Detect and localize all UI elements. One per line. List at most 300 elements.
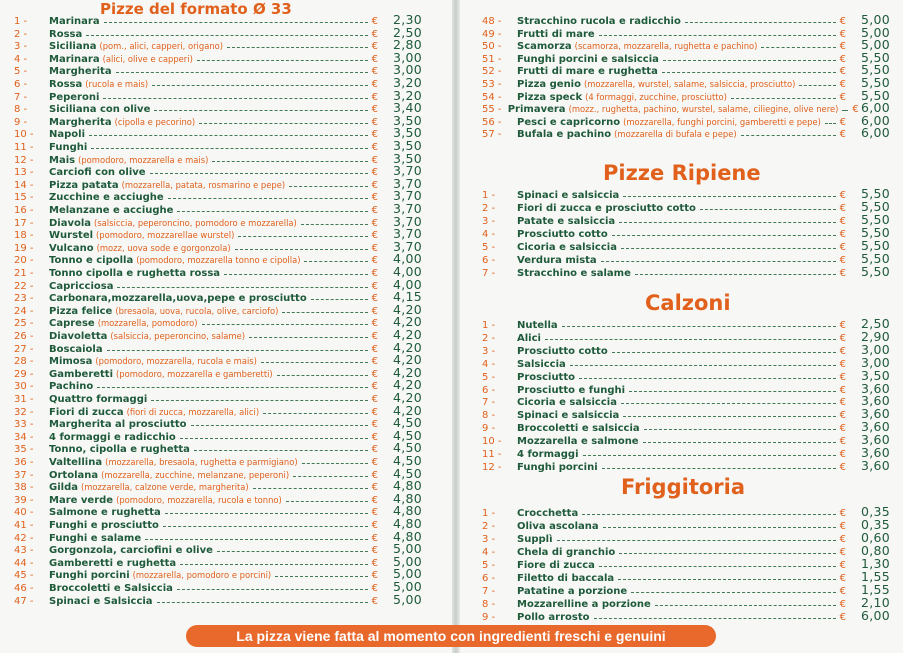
leader-dots bbox=[594, 618, 836, 619]
euro-sign: € bbox=[839, 203, 846, 214]
item-ingredients: (pomodoro, mozzarella, rucola e tonno) bbox=[116, 494, 282, 505]
item-price: 3,00 bbox=[392, 62, 422, 78]
item-ingredients: (cipolla e pecorino) bbox=[114, 116, 196, 127]
euro-sign: € bbox=[839, 53, 846, 65]
menu-item bbox=[14, 253, 422, 265]
euro-sign: € bbox=[371, 293, 378, 305]
leader-dots bbox=[583, 455, 836, 456]
menu-item bbox=[482, 395, 890, 407]
item-price: 5,50 bbox=[860, 62, 890, 78]
item-name: Spinaci e salsiccia bbox=[517, 190, 620, 201]
item-name: Carbonara,mozzarella,uova,pepe e prosciutto bbox=[49, 293, 307, 305]
item-name: Filetto di baccala bbox=[517, 573, 615, 584]
leader-dots bbox=[165, 513, 368, 514]
item-ingredients: (pomodoro, mozzarella, rucola e mais) bbox=[95, 356, 257, 367]
item-number: 39 - bbox=[14, 494, 34, 506]
leader-dots bbox=[180, 438, 368, 439]
item-price: 0,60 bbox=[860, 530, 890, 545]
euro-sign: € bbox=[371, 154, 378, 166]
item-name: Melanzane e acciughe bbox=[49, 205, 174, 216]
leader-dots bbox=[731, 98, 836, 99]
item-price: 5,00 bbox=[392, 579, 422, 594]
euro-sign: € bbox=[839, 91, 846, 103]
item-ingredients: (mozzarella, funghi porcini, gamberetti e pepe) bbox=[623, 116, 821, 127]
item-ingredients: (mozzarella, pomodoro) bbox=[97, 318, 198, 329]
euro-sign: € bbox=[839, 423, 846, 435]
euro-sign: € bbox=[839, 547, 846, 558]
item-number: 38 - bbox=[14, 482, 34, 494]
leader-dots bbox=[199, 123, 367, 124]
item-ingredients: (pomodoro, mozzarellae wurstel) bbox=[96, 230, 235, 241]
menu-item bbox=[482, 558, 890, 570]
menu-item bbox=[482, 367, 890, 383]
leader-dots bbox=[180, 564, 367, 565]
item-ingredients: (mozzarella, patata, rosmarino e pepe) bbox=[121, 179, 286, 190]
item-price: 6,00 bbox=[860, 112, 890, 128]
item-number: 3 - bbox=[482, 216, 496, 227]
euro-sign: € bbox=[371, 268, 378, 279]
item-number: 4 - bbox=[482, 547, 496, 558]
item-name: Tonno, cipolla e rughetta bbox=[49, 444, 190, 456]
euro-sign: € bbox=[839, 332, 846, 344]
item-number: 5 - bbox=[482, 371, 496, 383]
menu-item bbox=[14, 442, 422, 454]
item-number: 4 - bbox=[482, 229, 496, 240]
item-price: 4,50 bbox=[392, 415, 422, 431]
leader-dots bbox=[191, 425, 368, 426]
euro-sign: € bbox=[371, 494, 378, 506]
item-number: 8 - bbox=[482, 599, 496, 610]
menu-item bbox=[14, 64, 422, 76]
item-number: 55 - bbox=[482, 104, 502, 116]
item-name: Primavera bbox=[507, 104, 566, 116]
euro-sign: € bbox=[839, 599, 846, 610]
item-price: 5,50 bbox=[860, 264, 890, 279]
menu-item bbox=[482, 545, 890, 557]
menu-item bbox=[482, 380, 890, 396]
item-name: Prosciutto bbox=[517, 371, 575, 383]
item-number: 5 - bbox=[482, 242, 496, 253]
item-name: Funghi e salame bbox=[49, 532, 142, 544]
item-name: Siciliana bbox=[49, 41, 97, 53]
item-name: Marinara bbox=[49, 53, 100, 65]
item-number: 8 - bbox=[14, 104, 28, 116]
item-number: 29 - bbox=[14, 368, 34, 380]
menu-item bbox=[482, 102, 890, 114]
item-price: 6,00 bbox=[860, 125, 890, 141]
menu-item bbox=[14, 102, 422, 114]
item-number: 40 - bbox=[14, 507, 34, 519]
item-number: 5 - bbox=[482, 560, 496, 571]
euro-sign: € bbox=[839, 255, 846, 266]
leader-dots bbox=[253, 488, 368, 489]
leader-dots bbox=[629, 391, 836, 392]
item-name: Funghi porcini e salsiccia bbox=[517, 53, 659, 65]
menu-item bbox=[14, 24, 422, 40]
item-price: 3,20 bbox=[392, 87, 422, 103]
item-price: 5,50 bbox=[860, 238, 890, 253]
item-number: 18 - bbox=[14, 230, 34, 242]
item-price: 1,55 bbox=[860, 582, 890, 597]
item-price: 5,50 bbox=[860, 212, 890, 227]
leader-dots bbox=[286, 501, 368, 502]
leader-dots bbox=[311, 299, 368, 300]
euro-sign: € bbox=[839, 358, 846, 370]
item-name: Crocchetta bbox=[517, 508, 579, 519]
leader-dots bbox=[145, 539, 368, 540]
leader-dots bbox=[177, 211, 367, 212]
leader-dots bbox=[570, 365, 836, 366]
item-name: Ortolana bbox=[49, 469, 99, 481]
item-name: Boscaiola bbox=[49, 343, 103, 355]
item-name: Gamberetti bbox=[49, 368, 114, 380]
item-price: 3,60 bbox=[860, 457, 890, 473]
leader-dots bbox=[293, 476, 368, 477]
leader-dots bbox=[599, 566, 836, 567]
menu-item bbox=[14, 77, 422, 89]
item-name: Gilda bbox=[49, 482, 78, 494]
item-price: 4,20 bbox=[392, 314, 422, 330]
item-number: 1 - bbox=[482, 508, 496, 519]
menu-item bbox=[14, 581, 422, 593]
leader-dots bbox=[302, 463, 368, 464]
item-name: Fiori di zucca bbox=[49, 406, 124, 418]
item-price: 0,35 bbox=[860, 517, 890, 532]
menu-item bbox=[482, 457, 890, 473]
leader-dots bbox=[86, 35, 367, 36]
page-fold bbox=[452, 0, 460, 653]
euro-sign: € bbox=[371, 520, 378, 531]
euro-sign: € bbox=[371, 305, 378, 317]
item-name: Patatine a porzione bbox=[517, 586, 628, 597]
euro-sign: € bbox=[371, 179, 378, 191]
leader-dots bbox=[618, 579, 835, 580]
euro-sign: € bbox=[839, 534, 846, 545]
item-name: Chela di granchio bbox=[517, 547, 616, 558]
leader-dots bbox=[249, 337, 368, 338]
euro-sign: € bbox=[839, 345, 846, 357]
item-name: Funghi bbox=[49, 142, 88, 153]
menu-item bbox=[14, 354, 422, 366]
item-price: 3,70 bbox=[392, 175, 422, 191]
item-price: 4,20 bbox=[392, 402, 422, 418]
menu-item bbox=[14, 518, 422, 530]
euro-sign: € bbox=[371, 230, 378, 242]
leader-dots bbox=[289, 186, 368, 187]
item-price: 4,00 bbox=[392, 251, 422, 267]
menu-item bbox=[14, 127, 422, 139]
euro-sign: € bbox=[839, 229, 846, 240]
item-number: 53 - bbox=[482, 79, 502, 90]
item-ingredients: (mozzarella, bresaola, rughetta e parmigiano) bbox=[105, 457, 298, 467]
menu-item bbox=[14, 14, 422, 26]
item-number: 43 - bbox=[14, 545, 34, 557]
leader-dots bbox=[825, 123, 836, 124]
item-price: 5,00 bbox=[392, 591, 422, 607]
item-ingredients: (mozzarella, pomodoro e porcini) bbox=[132, 570, 272, 581]
leader-dots bbox=[103, 98, 367, 99]
euro-sign: € bbox=[839, 461, 846, 473]
item-number: 35 - bbox=[14, 444, 34, 456]
item-price: 0,35 bbox=[860, 504, 890, 519]
menu-item bbox=[14, 165, 422, 177]
item-price: 2,80 bbox=[392, 37, 422, 53]
item-name: Verdura mista bbox=[517, 255, 597, 266]
item-price: 4,20 bbox=[392, 352, 422, 368]
menu-item bbox=[14, 175, 422, 191]
euro-sign: € bbox=[839, 449, 846, 460]
leader-dots bbox=[685, 22, 836, 23]
item-name: Margherita al prosciutto bbox=[49, 419, 187, 431]
item-price: 4,50 bbox=[392, 465, 422, 481]
item-price: 5,50 bbox=[860, 87, 890, 103]
euro-sign: € bbox=[839, 242, 846, 253]
item-price: 3,60 bbox=[860, 406, 890, 422]
menu-item bbox=[14, 402, 422, 418]
euro-sign: € bbox=[839, 397, 846, 409]
item-price: 5,00 bbox=[392, 566, 422, 582]
item-number: 52 - bbox=[482, 66, 502, 78]
item-price: 4,20 bbox=[392, 364, 422, 380]
item-name: Tonno cipolla e rughetta rossa bbox=[49, 268, 221, 279]
leader-dots bbox=[117, 287, 367, 288]
item-price: 4,80 bbox=[392, 490, 422, 506]
euro-sign: € bbox=[371, 431, 378, 443]
leader-dots bbox=[562, 326, 836, 327]
euro-sign: € bbox=[371, 343, 378, 355]
menu-item bbox=[14, 291, 422, 303]
leader-dots bbox=[97, 387, 367, 388]
menu-item bbox=[482, 584, 890, 596]
leader-dots bbox=[612, 235, 836, 236]
item-name: Prosciutto e funghi bbox=[517, 384, 626, 396]
item-price: 4,80 bbox=[392, 528, 422, 544]
euro-sign: € bbox=[371, 129, 378, 141]
euro-sign: € bbox=[371, 331, 378, 342]
item-number: 22 - bbox=[14, 280, 34, 292]
item-name: Supplì bbox=[517, 534, 553, 545]
menu-item bbox=[14, 112, 422, 128]
menu-item bbox=[482, 318, 890, 330]
item-number: 2 - bbox=[482, 521, 496, 532]
item-name: Pizza patata bbox=[49, 179, 119, 191]
item-number: 3 - bbox=[482, 345, 496, 357]
item-number: 3 - bbox=[482, 534, 496, 545]
item-number: 27 - bbox=[14, 343, 34, 355]
euro-sign: € bbox=[371, 394, 378, 405]
leader-dots bbox=[623, 196, 835, 197]
menu-item bbox=[482, 571, 890, 583]
leader-dots bbox=[282, 312, 367, 313]
euro-sign: € bbox=[371, 457, 378, 468]
item-number: 7 - bbox=[482, 268, 496, 279]
item-number: 56 - bbox=[482, 116, 502, 128]
section-title-pizze: Pizze del formato Ø 33 bbox=[100, 0, 292, 18]
item-name: Mais bbox=[49, 154, 76, 166]
leader-dots bbox=[157, 602, 368, 603]
euro-sign: € bbox=[839, 28, 846, 40]
euro-sign: € bbox=[839, 66, 846, 78]
item-name: Salsiccia bbox=[517, 358, 566, 370]
menu-item bbox=[14, 591, 422, 607]
item-price: 6,00 bbox=[860, 608, 890, 623]
item-number: 2 - bbox=[482, 332, 496, 344]
euro-sign: € bbox=[371, 381, 378, 393]
item-price: 6,00 bbox=[860, 100, 890, 116]
leader-dots bbox=[163, 526, 368, 527]
menu-item bbox=[14, 417, 422, 429]
menu-item bbox=[482, 127, 890, 139]
item-number: 36 - bbox=[14, 457, 34, 468]
item-ingredients: (mozz, uova sode e gorgonzola) bbox=[96, 242, 231, 253]
item-name: Frutti di mare bbox=[517, 28, 595, 40]
item-name: Bufala e pachino bbox=[517, 129, 612, 141]
item-name: Fiori di zucca e prosciutto cotto bbox=[517, 203, 696, 214]
item-name: Peperoni bbox=[49, 91, 100, 103]
menu-item bbox=[482, 77, 890, 89]
item-price: 5,00 bbox=[392, 541, 422, 557]
euro-sign: € bbox=[839, 521, 846, 532]
item-name: Marinara bbox=[49, 16, 100, 27]
menu-item bbox=[14, 190, 422, 202]
item-price: 3,70 bbox=[392, 238, 422, 254]
item-ingredients: (pomodoro, mozzarella e mais) bbox=[78, 154, 209, 165]
item-name: Diavoletta bbox=[49, 331, 108, 342]
leader-dots bbox=[277, 375, 368, 376]
leader-dots bbox=[619, 553, 835, 554]
euro-sign: € bbox=[371, 104, 378, 116]
euro-sign: € bbox=[371, 91, 378, 103]
leader-dots bbox=[662, 72, 836, 73]
menu-item bbox=[14, 490, 422, 506]
item-number: 37 - bbox=[14, 469, 34, 481]
euro-sign: € bbox=[371, 595, 378, 607]
menu-item bbox=[482, 341, 890, 357]
item-name: Capricciosa bbox=[49, 280, 114, 292]
menu-item bbox=[14, 316, 422, 328]
euro-sign: € bbox=[371, 242, 378, 254]
item-number: 16 - bbox=[14, 205, 34, 216]
item-ingredients: (pom., alici, capperi, origano) bbox=[99, 41, 224, 52]
leader-dots bbox=[235, 249, 368, 250]
euro-sign: € bbox=[839, 586, 846, 597]
item-name: Mozzarella e salmone bbox=[517, 436, 639, 448]
item-price: 1,30 bbox=[860, 556, 890, 571]
euro-sign: € bbox=[371, 406, 378, 418]
item-name: Napoli bbox=[49, 129, 86, 141]
menu-item bbox=[482, 39, 890, 51]
item-name: Pollo arrosto bbox=[517, 612, 590, 623]
euro-sign: € bbox=[839, 16, 846, 27]
item-price: 3,00 bbox=[860, 341, 890, 357]
item-ingredients: (pomodoro, mozzarella tonno e cipolla) bbox=[136, 255, 301, 266]
item-price: 4,80 bbox=[392, 478, 422, 494]
euro-sign: € bbox=[839, 410, 846, 422]
item-number: 28 - bbox=[14, 356, 34, 368]
leader-dots bbox=[741, 135, 836, 136]
euro-sign: € bbox=[371, 482, 378, 494]
euro-sign: € bbox=[371, 469, 378, 481]
item-number: 1 - bbox=[14, 16, 28, 27]
item-number: 21 - bbox=[14, 268, 34, 279]
leader-dots bbox=[582, 514, 835, 515]
item-name: Gamberetti e rughetta bbox=[49, 557, 177, 569]
item-number: 10 - bbox=[14, 129, 34, 141]
menu-item bbox=[482, 87, 890, 103]
item-name: Stracchino rucola e radicchio bbox=[517, 16, 681, 27]
item-price: 3,70 bbox=[392, 201, 422, 216]
menu-item bbox=[482, 64, 890, 76]
euro-sign: € bbox=[371, 66, 378, 78]
item-price: 1,55 bbox=[860, 569, 890, 584]
leader-dots bbox=[603, 527, 836, 528]
euro-sign: € bbox=[371, 16, 378, 27]
item-price: 5,50 bbox=[860, 186, 890, 201]
leader-dots bbox=[635, 274, 836, 275]
leader-dots bbox=[612, 352, 836, 353]
item-name: Alici bbox=[517, 332, 541, 344]
item-price: 3,00 bbox=[860, 354, 890, 370]
item-number: 6 - bbox=[482, 573, 496, 584]
item-price: 5,50 bbox=[860, 251, 890, 266]
item-name: 4 formaggi e radicchio bbox=[49, 431, 176, 443]
leader-dots bbox=[227, 47, 368, 48]
euro-sign: € bbox=[371, 368, 378, 380]
leader-dots bbox=[107, 350, 368, 351]
item-number: 2 - bbox=[482, 203, 496, 214]
leader-dots bbox=[261, 362, 368, 363]
euro-sign: € bbox=[371, 444, 378, 456]
leader-dots bbox=[599, 35, 836, 36]
item-number: 32 - bbox=[14, 406, 34, 418]
item-number: 23 - bbox=[14, 293, 34, 305]
item-name: Diavola bbox=[49, 217, 92, 229]
menu-item bbox=[14, 553, 422, 569]
leader-dots bbox=[304, 261, 367, 262]
item-name: Cicoria e salsiccia bbox=[517, 397, 617, 409]
section-title-friggitoria: Friggitoria bbox=[621, 475, 746, 499]
item-number: 54 - bbox=[482, 91, 502, 103]
footer-banner: La pizza viene fatta al momento con ingredienti freschi e genuini bbox=[186, 625, 716, 647]
leader-dots bbox=[799, 85, 835, 86]
item-price: 3,60 bbox=[860, 445, 890, 460]
item-ingredients: (mozzarella, calzone verde, margherita) bbox=[80, 482, 249, 493]
menu-item bbox=[482, 519, 890, 531]
menu-item bbox=[14, 49, 422, 65]
menu-item bbox=[482, 14, 890, 26]
item-price: 5,50 bbox=[860, 225, 890, 240]
item-number: 44 - bbox=[14, 557, 34, 569]
item-name: Mozzarelline a porzione bbox=[517, 599, 651, 610]
menu-item bbox=[14, 228, 422, 240]
item-number: 5 - bbox=[14, 66, 28, 78]
item-price: 5,00 bbox=[860, 37, 890, 53]
euro-sign: € bbox=[839, 573, 846, 584]
leader-dots bbox=[217, 551, 368, 552]
item-price: 3,70 bbox=[392, 163, 422, 179]
item-price: 4,80 bbox=[392, 503, 422, 519]
item-number: 1 - bbox=[482, 320, 496, 331]
item-price: 3,50 bbox=[860, 367, 890, 383]
item-number: 57 - bbox=[482, 129, 502, 141]
item-name: Spinaci e salsiccia bbox=[517, 410, 620, 422]
leader-dots bbox=[631, 592, 835, 593]
leader-dots bbox=[621, 403, 836, 404]
item-price: 3,60 bbox=[860, 432, 890, 448]
euro-sign: € bbox=[839, 79, 846, 90]
item-price: 4,20 bbox=[392, 339, 422, 355]
menu-item bbox=[482, 253, 890, 265]
